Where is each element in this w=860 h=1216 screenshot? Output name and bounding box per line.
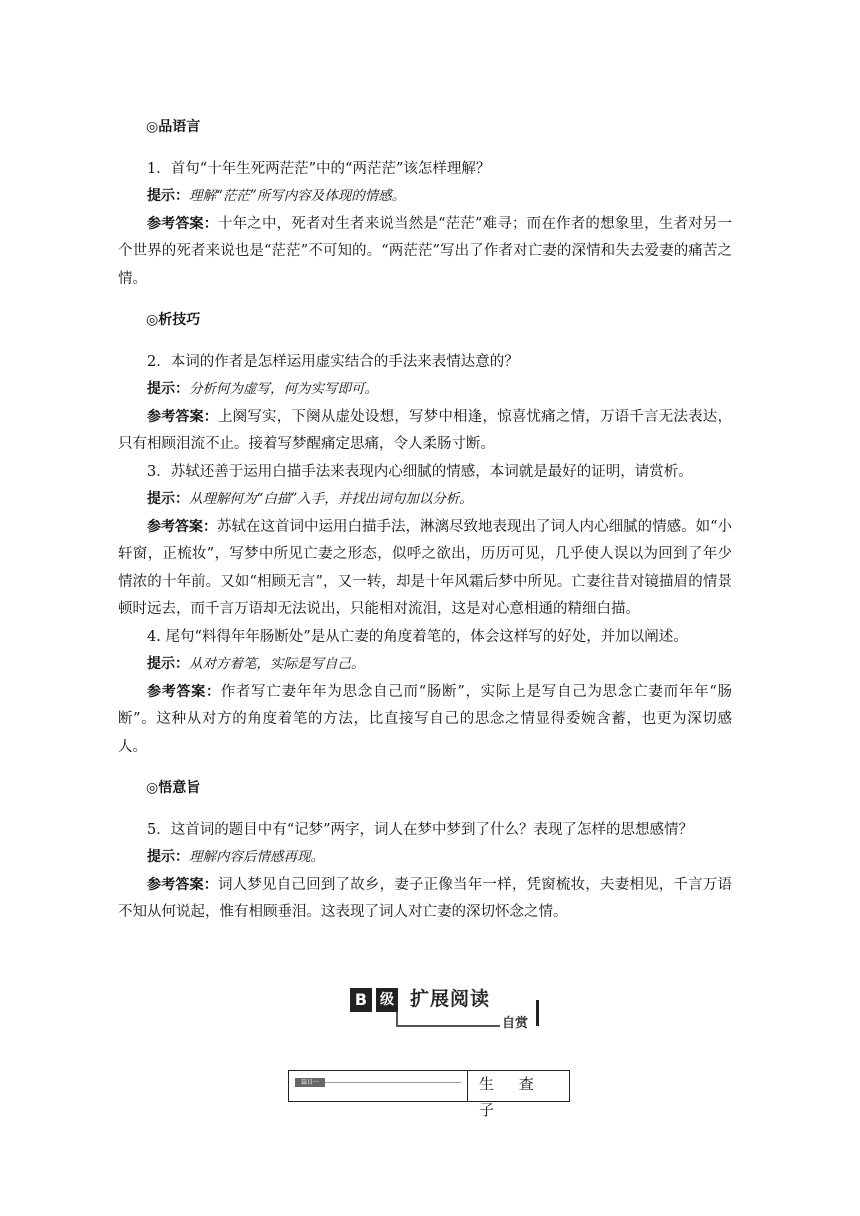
answer-text: 十年之中，死者对生者来说当然是“茫茫”难寻；而在作者的想象里，生者对另一个世界的死者来说也是“茫茫”不可知的。“两茫茫”写出了作者对亡妻的深情和失去爱妻的痛苦之情。 [118,215,733,287]
hint-label: 提示： [147,381,189,397]
answer-paragraph [118,211,732,294]
answer-label: 参考答案： [147,408,218,425]
poem-title: 生 查 子 [479,1075,544,1119]
hint-label: 提示： [147,849,189,865]
hint-label: 提示： [147,491,189,507]
question-text: 1．首句“十年生死两茫茫”中的“两茫茫”该怎样理解？ [147,160,491,177]
section-heading: ◎悟意旨 [146,780,201,796]
question-text: 5．这首词的题目中有“记梦”两字，词人在梦中梦到了什么？表现了怎样的思想感情？ [147,821,694,838]
hint-label: 提示： [147,656,189,672]
section-heading: ◎析技巧 [146,312,201,328]
hint-text: 从对方着笔，实际是写自己。 [189,656,365,672]
document-body [118,100,732,927]
hint-text: 从理解何为“白描”入手，并找出词句加以分析。 [189,491,473,507]
answer-text: 苏轼在这首词中运用白描手法，淋漓尽致地表现出了词人内心细腻的情感。如“小轩窗，正梳妆”，写梦中所见亡妻之形态，似呼之欲出，历历可见，几乎使人误以为回到了年少情浓的十年前。又如“相顾无言”，又一转，却是十年风霜后梦中所见。亡妻往昔对镜描眉的情景顿时远去，而千言万语却无法说出，只能相对流泪，这是对心意相通的精细白描。 [118,518,732,617]
hint-line [118,651,732,679]
level-b-banner [350,986,540,1034]
question-text: 4. 尾句“料得年年肠断处”是从亡妻的角度着笔的，体会这样写的好处，并加以阐述。 [147,628,688,645]
hint-label: 提示： [147,188,189,204]
answer-label: 参考答案： [147,683,221,700]
level-suffix-badge: 级 [376,988,398,1012]
hint-line [118,376,732,404]
poem-title-box [288,1070,570,1119]
answer-text: 作者写亡妻年年为思念自己而“肠断”，实际上是写自己为思念亡妻而年年“肠断”。这种从对方的角度着笔的方法，比直接写自己的思念之情显得委婉含蓄，也更为深切感人。 [118,683,732,755]
hint-text: 理解内容后情感再现。 [189,849,324,865]
answer-label: 参考答案： [147,518,218,535]
answer-paragraph [118,404,732,459]
poem-tag-rule [325,1082,461,1083]
answer-label: 参考答案： [147,876,218,893]
level-badge: B [350,988,372,1012]
answer-text: 上阕写实，下阕从虚处设想，写梦中相逢，惊喜忧痛之情，万语千言无法表达，只有相顾泪流不止。接着写梦醒痛定思痛，令人柔肠寸断。 [118,408,733,452]
question-text: 2．本词的作者是怎样运用虚实结合的手法来表情达意的？ [147,353,519,370]
hint-line [118,183,732,211]
banner-title: 扩展阅读 [410,988,491,1010]
answer-text: 词人梦见自己回到了故乡，妻子正像当年一样，凭窗梳妆，夫妻相见，千言万语不知从何说起，惟有相顾垂泪。这表现了词人对亡妻的深切怀念之情。 [118,876,733,920]
answer-paragraph [118,514,732,624]
poem-tag: 篇目一 [295,1078,325,1087]
hint-line [118,486,732,514]
answer-label: 参考答案： [147,215,218,232]
hint-text: 分析何为虚写，何为实写即可。 [189,381,378,397]
question-text: 3．苏轼还善于运用白描手法来表现内心细腻的情感，本词就是最好的证明，请赏析。 [147,463,693,480]
banner-rule-vertical-left [396,1012,398,1026]
banner-subtitle: 自赏 [502,1016,529,1031]
banner-rule-vertical [536,1000,539,1026]
hint-text: 理解“茫茫”所写内容及体现的情感。 [189,188,406,204]
answer-paragraph [118,679,732,762]
section-heading: ◎品语言 [146,119,201,135]
poem-tag-cell [289,1071,468,1101]
banner-rule-bottom [396,1025,516,1027]
hint-line [118,844,732,872]
answer-paragraph [118,872,732,927]
